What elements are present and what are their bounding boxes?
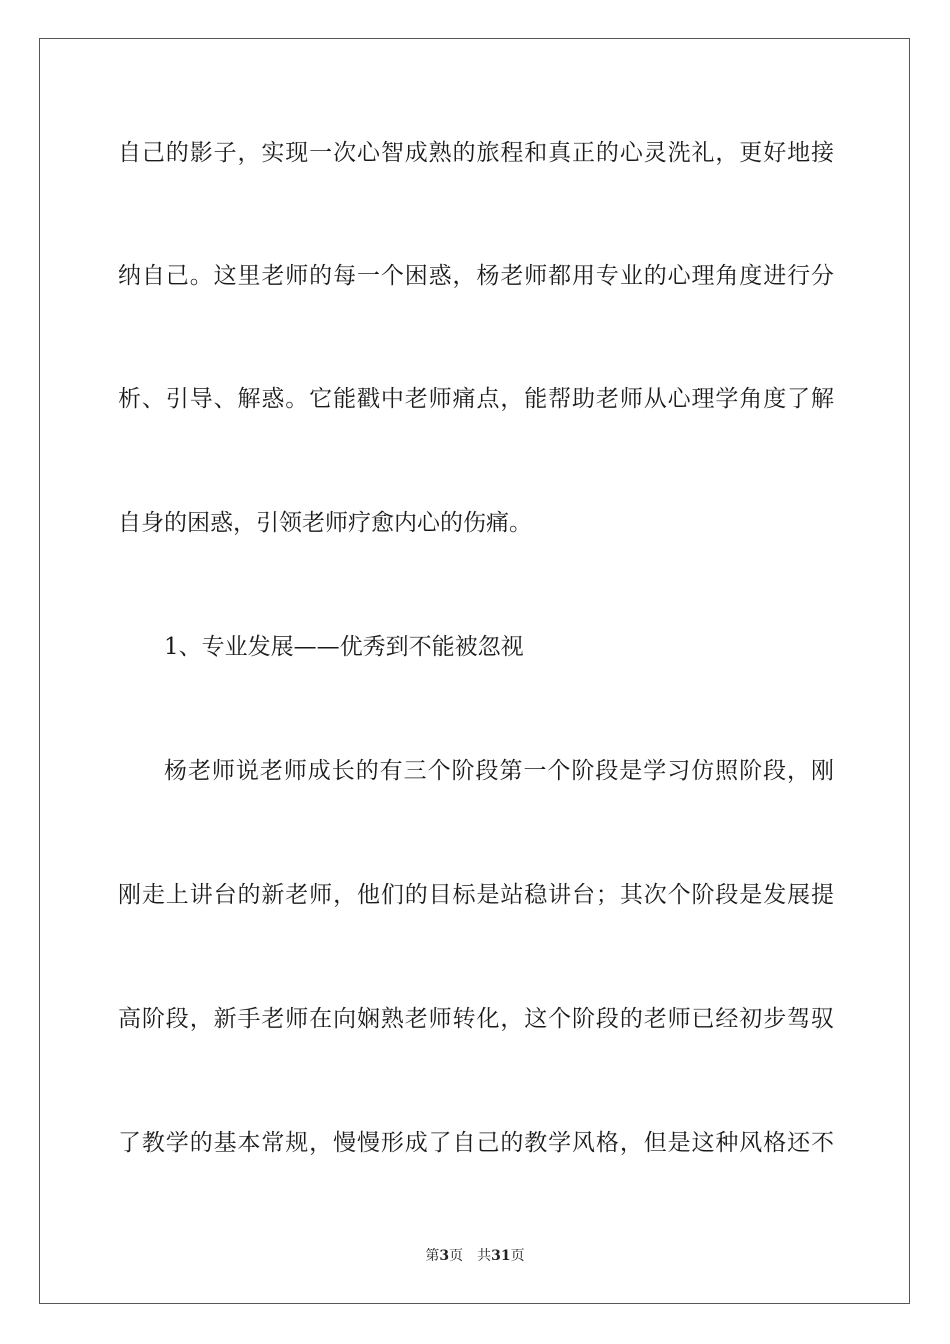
page-prefix: 第 bbox=[425, 1248, 440, 1264]
body-line-1: 自己的影子，实现一次心智成熟的旅程和真正的心灵洗礼，更好地接 bbox=[118, 140, 834, 166]
page-footer bbox=[0, 1247, 950, 1265]
total-pages: 31 bbox=[491, 1248, 511, 1264]
body-line-3: 析、引导、解惑。它能戳中老师痛点，能帮助老师从心理学角度了解 bbox=[118, 386, 834, 412]
body-line-9: 了教学的基本常规，慢慢形成了自己的教学风格，但是这种风格还不 bbox=[118, 1130, 834, 1156]
body-line-8: 高阶段，新手老师在向娴熟老师转化，这个阶段的老师已经初步驾驭 bbox=[118, 1006, 834, 1032]
page-number: 3 bbox=[439, 1248, 450, 1264]
body-line-4: 自身的困惑，引领老师疗愈内心的伤痛。 bbox=[118, 510, 532, 536]
page-suffix: 页 bbox=[449, 1248, 464, 1264]
page-border bbox=[39, 38, 910, 1304]
body-line-2: 纳自己。这里老师的每一个困惑，杨老师都用专业的心理角度进行分 bbox=[118, 263, 834, 289]
total-prefix: 共 bbox=[477, 1248, 492, 1264]
total-suffix: 页 bbox=[510, 1248, 525, 1264]
body-line-6: 杨老师说老师成长的有三个阶段第一个阶段是学习仿照阶段，刚 bbox=[164, 758, 834, 784]
section-heading: 1、专业发展——优秀到不能被忽视 bbox=[164, 634, 524, 660]
body-line-7: 刚走上讲台的新老师，他们的目标是站稳讲台；其次个阶段是发展提 bbox=[118, 882, 834, 908]
